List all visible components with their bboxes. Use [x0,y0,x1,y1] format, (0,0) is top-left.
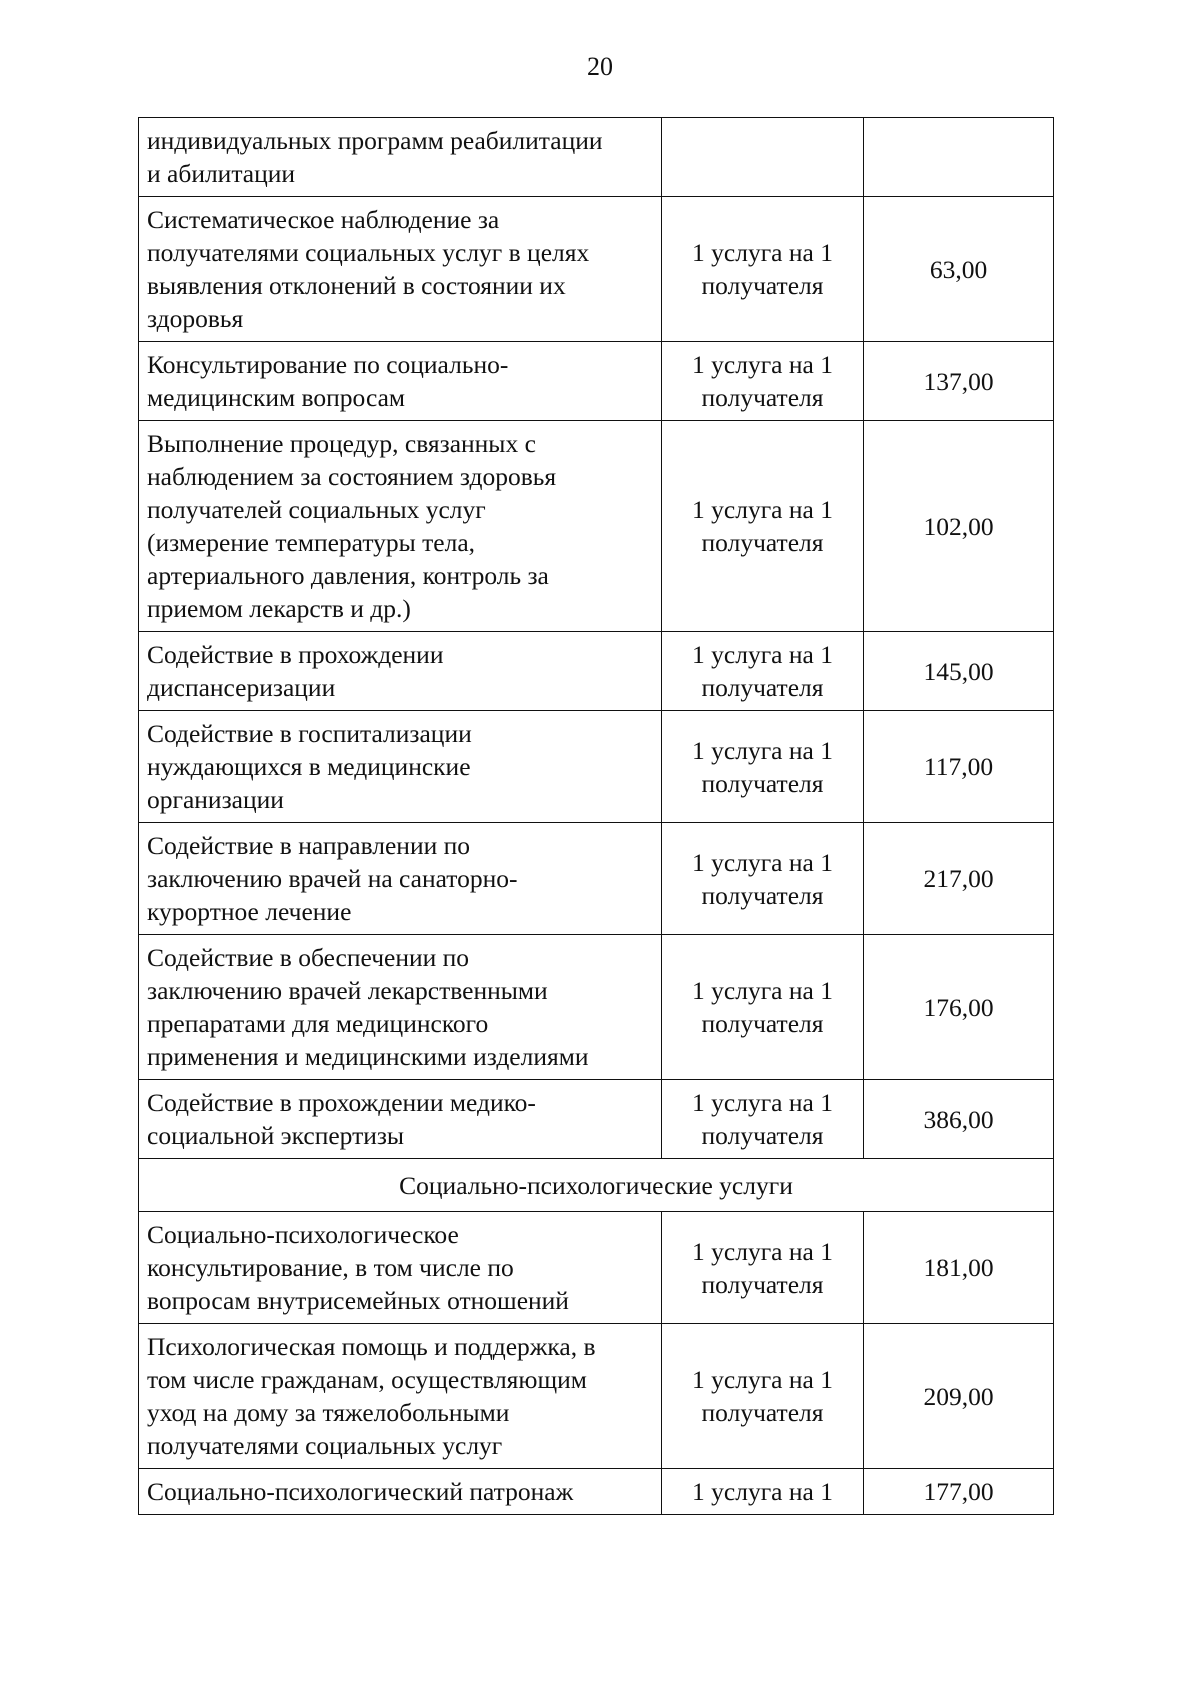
service-name-line: организации [147,785,284,814]
price-cell: 117,00 [864,711,1054,823]
unit-cell [662,1080,864,1159]
unit-cell [662,823,864,935]
service-name-cell [139,1324,662,1469]
service-name-cell [139,935,662,1080]
service-name-line: уход на дому за тяжелобольными [147,1398,510,1427]
service-name-line: нуждающихся в медицинские [147,752,471,781]
service-name-line: заключению врачей на санаторно- [147,864,518,893]
service-name-cell [139,711,662,823]
table-row [139,342,1054,421]
unit-line: 1 услуга на 1 [692,735,833,765]
price-cell: 176,00 [864,935,1054,1080]
service-name-line: Консультирование по социально- [147,350,509,379]
service-name-cell [139,197,662,342]
service-name-line: и абилитации [147,159,296,188]
price-cell: 102,00 [864,421,1054,632]
service-name-cell [139,632,662,711]
unit-line: 1 услуга на 1 [692,847,833,877]
price-cell: 217,00 [864,823,1054,935]
unit-cell [662,1212,864,1324]
service-name-line: препаратами для медицинского [147,1009,489,1038]
price-cell: 137,00 [864,342,1054,421]
service-name-cell [139,823,662,935]
unit-line: 1 услуга на 1 [692,238,833,267]
unit-line: 1 услуга на 1 [692,495,833,524]
service-name-line: Психологическая помощь и поддержка, в [147,1332,596,1361]
table-row [139,1080,1054,1159]
price-cell: 63,00 [864,197,1054,342]
price-cell: 209,00 [864,1324,1054,1469]
unit-line: получателя [701,1398,824,1427]
unit-cell [662,1324,864,1469]
service-name-line: том числе гражданам, осуществляющим [147,1365,587,1394]
service-name-line: Социально-психологический патронаж [147,1477,574,1506]
table-row [139,935,1054,1080]
service-name-line: выявления отклонений в состоянии их [147,271,566,300]
service-name-line: Систематическое наблюдение за [147,205,500,234]
service-name-line: получателей социальных услуг [147,495,486,524]
unit-line: получателя [701,1269,824,1299]
unit-line: получателя [701,271,824,300]
unit-cell [662,197,864,342]
unit-cell [662,935,864,1080]
service-name-cell [139,1469,662,1515]
service-name-line: получателями социальных услуг в целях [147,238,590,267]
unit-cell [662,421,864,632]
service-name-line: социальной экспертизы [147,1121,405,1150]
service-name-cell [139,342,662,421]
tariff-table [138,117,1054,1515]
unit-line: 1 услуга на 1 [692,1088,833,1117]
price-cell: 177,00 [864,1469,1054,1515]
unit-cell [662,342,864,421]
unit-line: 1 услуга на 1 [692,976,833,1005]
service-name-line: консультирование, в том числе по [147,1253,514,1282]
price-cell: 386,00 [864,1080,1054,1159]
service-name-line: получателями социальных услуг [147,1431,503,1460]
price-cell [864,118,1054,197]
service-name-line: Выполнение процедур, связанных с [147,429,536,458]
service-name-line: Содействие в прохождении медико- [147,1088,536,1117]
service-name-cell [139,1080,662,1159]
price-cell: 145,00 [864,632,1054,711]
table-row [139,711,1054,823]
unit-line: 1 услуга на 1 [692,350,833,379]
service-name-line: вопросам внутрисемейных отношений [147,1286,569,1315]
table-row [139,197,1054,342]
unit-line: 1 услуга на 1 [692,1365,833,1394]
table-row [139,1212,1054,1324]
unit-line: получателя [701,528,824,557]
service-name-line: Содействие в направлении по [147,831,471,860]
section-title: Социально-психологические услуги [139,1159,1054,1212]
unit-line: получателя [701,880,824,910]
table-row [139,1469,1054,1515]
service-name-line: заключению врачей лекарственными [147,976,548,1005]
table-row [139,118,1054,197]
unit-cell [662,632,864,711]
service-name-line: Содействие в обеспечении по [147,943,470,972]
service-name-line: медицинским вопросам [147,383,406,412]
service-name-line: применения и медицинскими изделиями [147,1042,589,1071]
service-name-line: курортное лечение [147,897,352,926]
table-row [139,823,1054,935]
service-name-line: приемом лекарств и др.) [147,594,411,623]
service-name-cell [139,118,662,197]
service-name-cell [139,421,662,632]
section-header-row [139,1159,1054,1212]
service-name-line: здоровья [147,304,244,333]
unit-cell [662,711,864,823]
unit-line: получателя [701,383,824,412]
unit-line: 1 услуга на 1 [692,640,833,669]
unit-line: получателя [701,1009,824,1038]
service-name-line: Содействие в госпитализации [147,719,472,748]
page-number: 20 [587,52,613,81]
price-cell: 181,00 [864,1212,1054,1324]
service-name-cell [139,1212,662,1324]
table-row [139,421,1054,632]
unit-line: 1 услуга на 1 [692,1477,833,1506]
service-name-line: диспансеризации [147,673,336,702]
service-name-line: (измерение температуры тела, [147,528,476,557]
service-name-line: артериального давления, контроль за [147,561,549,590]
unit-line: 1 услуга на 1 [692,1236,833,1266]
unit-line: получателя [701,1121,824,1150]
unit-cell [662,1469,864,1515]
service-name-line: Содействие в прохождении [147,640,444,669]
table-row [139,1324,1054,1469]
tariff-table-body [139,118,1054,1515]
unit-cell [662,118,864,197]
service-name-line: Социально-психологическое [147,1220,459,1249]
service-name-line: наблюдением за состоянием здоровья [147,462,557,491]
unit-line: получателя [701,768,824,798]
table-row [139,632,1054,711]
service-name-line: индивидуальных программ реабилитации [147,126,603,155]
unit-line: получателя [701,673,824,702]
